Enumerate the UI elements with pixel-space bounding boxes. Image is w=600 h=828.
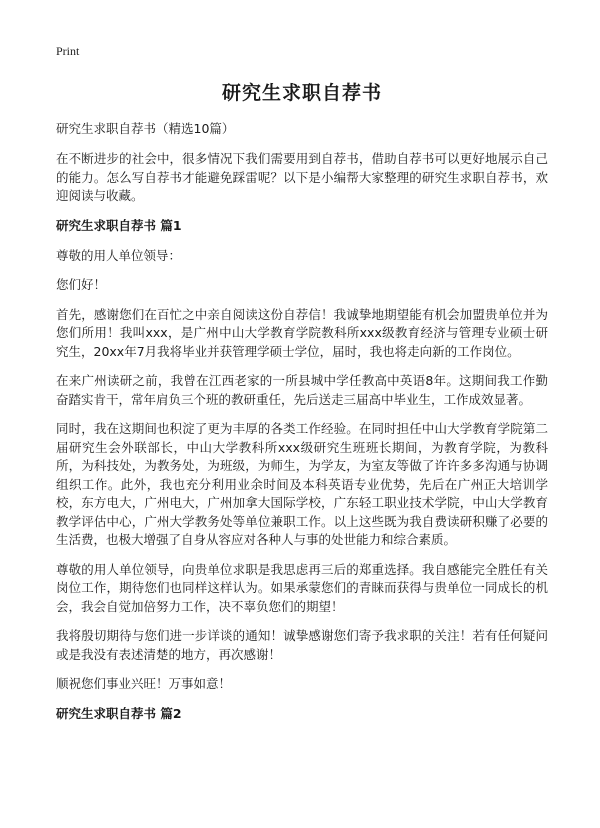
body-paragraph: 在来广州读研之前，我曾在江西老家的一所县城中学任教高中英语8年。这期间我工作勤奋踏实肯干，常年肩负三个班的教研重任，先后送走三届高中毕业生，工作成效显著。 [56,373,548,407]
body-paragraph: 尊敬的用人单位领导，向贵单位求职是我思虑再三后的郑重选择。我自感能完全胜任有关岗位工作，期待您们也同样这样认为。如果承蒙您们的青睐而获得与贵单位一同成长的机会，我会自觉加倍努力工作，决不辜负您们的期望！ [56,561,548,614]
print-label[interactable]: Print [56,44,80,58]
section-heading-2: 研究生求职自荐书 篇2 [56,705,182,721]
body-paragraph: 我将殷切期待与您们进一步详谈的通知！诚挚感谢您们寄予我求职的关注！若有任何疑问或是我没有表述清楚的地方，再次感谢！ [56,628,548,662]
greeting: 您们好！ [56,277,107,292]
document-subtitle: 研究生求职自荐书（精选10篇） [56,121,235,136]
body-paragraph: 首先，感谢您们在百忙之中亲自阅读这份自荐信！我诚挚地期望能有机会加盟贵单位并为您们所用！我叫xxx，是广州中山大学教育学院教科所xxx级教育经济与管理专业硕士研究生，20xx年7月我将毕业并获管理学硕士学位，届时，我也将走向新的工作岗位。 [56,306,548,359]
body-paragraph: 同时，我在这期间也积淀了更为丰厚的各类工作经验。在同时担任中山大学教育学院第二届研究生会外联部长，中山大学教科所xxx级研究生班班长期间，为教育学院，为教科所，为科技处，为教务处，为班级，为师生，为学友，为室友等做了许许多多沟通与协调组织工作。此外，我也充分利用业余时间及本科英语专业优势，先后在广州正大培训学校，东方电大，广州电大，广州加拿大国际学校，广东轻工职业技术学院，中山大学教育教学评估中心，广州大学教务处等单位兼职工作。以上这些既为我自费读研积赚了必要的生活费，也极大增强了自身从容应对各种人与事的处世能力和综合素质。 [56,421,548,547]
section-heading-1: 研究生求职自荐书 篇1 [56,217,182,233]
intro-paragraph: 在不断进步的社会中，很多情况下我们需要用到自荐书，借助自荐书可以更好地展示自己的能力。怎么写自荐书才能避免踩雷呢？以下是小编帮大家整理的研究生求职自荐书，欢迎阅读与收藏。 [56,151,548,203]
document-body [56,120,548,735]
salutation: 尊敬的用人单位领导： [56,247,182,263]
closing-wishes: 顺祝您们事业兴旺！万事如意！ [56,676,232,691]
page-title: 研究生求职自荐书 [221,82,382,104]
